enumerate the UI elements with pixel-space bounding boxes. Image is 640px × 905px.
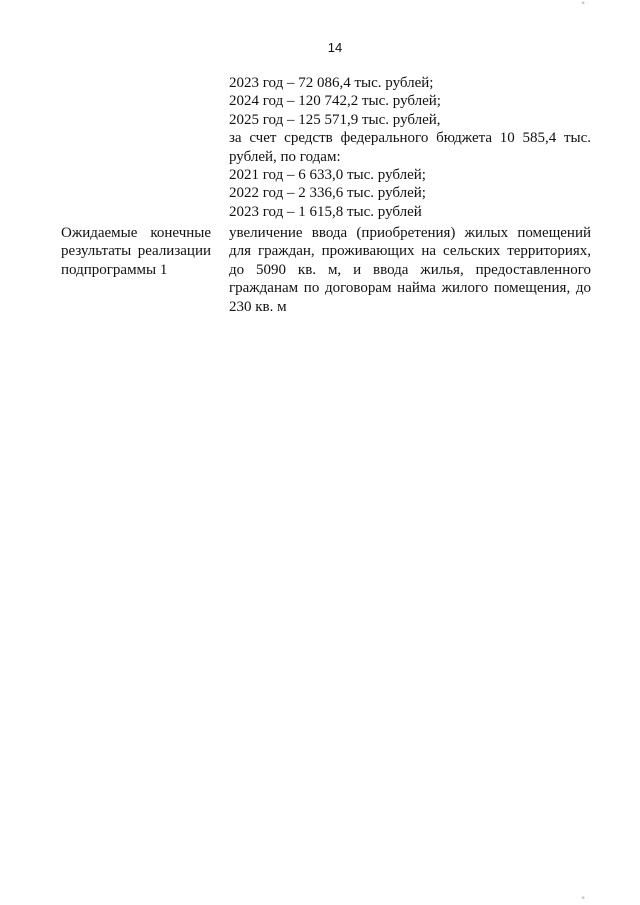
expected-results-label <box>61 224 211 279</box>
scan-corner-mark: ▪ · <box>581 895 588 901</box>
federal-budget-intro: за счет средств федерального бюджета 10 585,4 тыс. рублей, по годам: <box>229 130 591 165</box>
expected-results-text: увеличение ввода (приобретения) жилых помещений для граждан, проживающих на сельских территориях, до 5090 кв. м, и ввода жилья, предоставленного гражданам по договорам найма жилого помещения, до 230 кв. м <box>229 225 591 315</box>
expected-results-label-line: Ожидаемые конечные <box>61 225 211 241</box>
funding-line-2024: 2024 год – 120 742,2 тыс. рублей; <box>229 93 441 110</box>
federal-line-2021: 2021 год – 6 633,0 тыс. рублей; <box>229 167 426 184</box>
expected-results-label-line: подпрограммы 1 <box>61 261 168 278</box>
page-number: 14 <box>327 40 343 55</box>
funding-line-2025: 2025 год – 125 571,9 тыс. рублей, <box>229 111 441 128</box>
federal-line-2023: 2023 год – 1 615,8 тыс. рублей <box>229 203 422 220</box>
federal-line-2022: 2022 год – 2 336,6 тыс. рублей; <box>229 185 426 202</box>
funding-line-2023: 2023 год – 72 086,4 тыс. рублей; <box>229 75 434 91</box>
expected-results-label-line: результаты реализации <box>61 243 211 260</box>
scan-corner-mark: ▪ · <box>581 0 588 6</box>
funding-by-year-block <box>229 74 591 221</box>
